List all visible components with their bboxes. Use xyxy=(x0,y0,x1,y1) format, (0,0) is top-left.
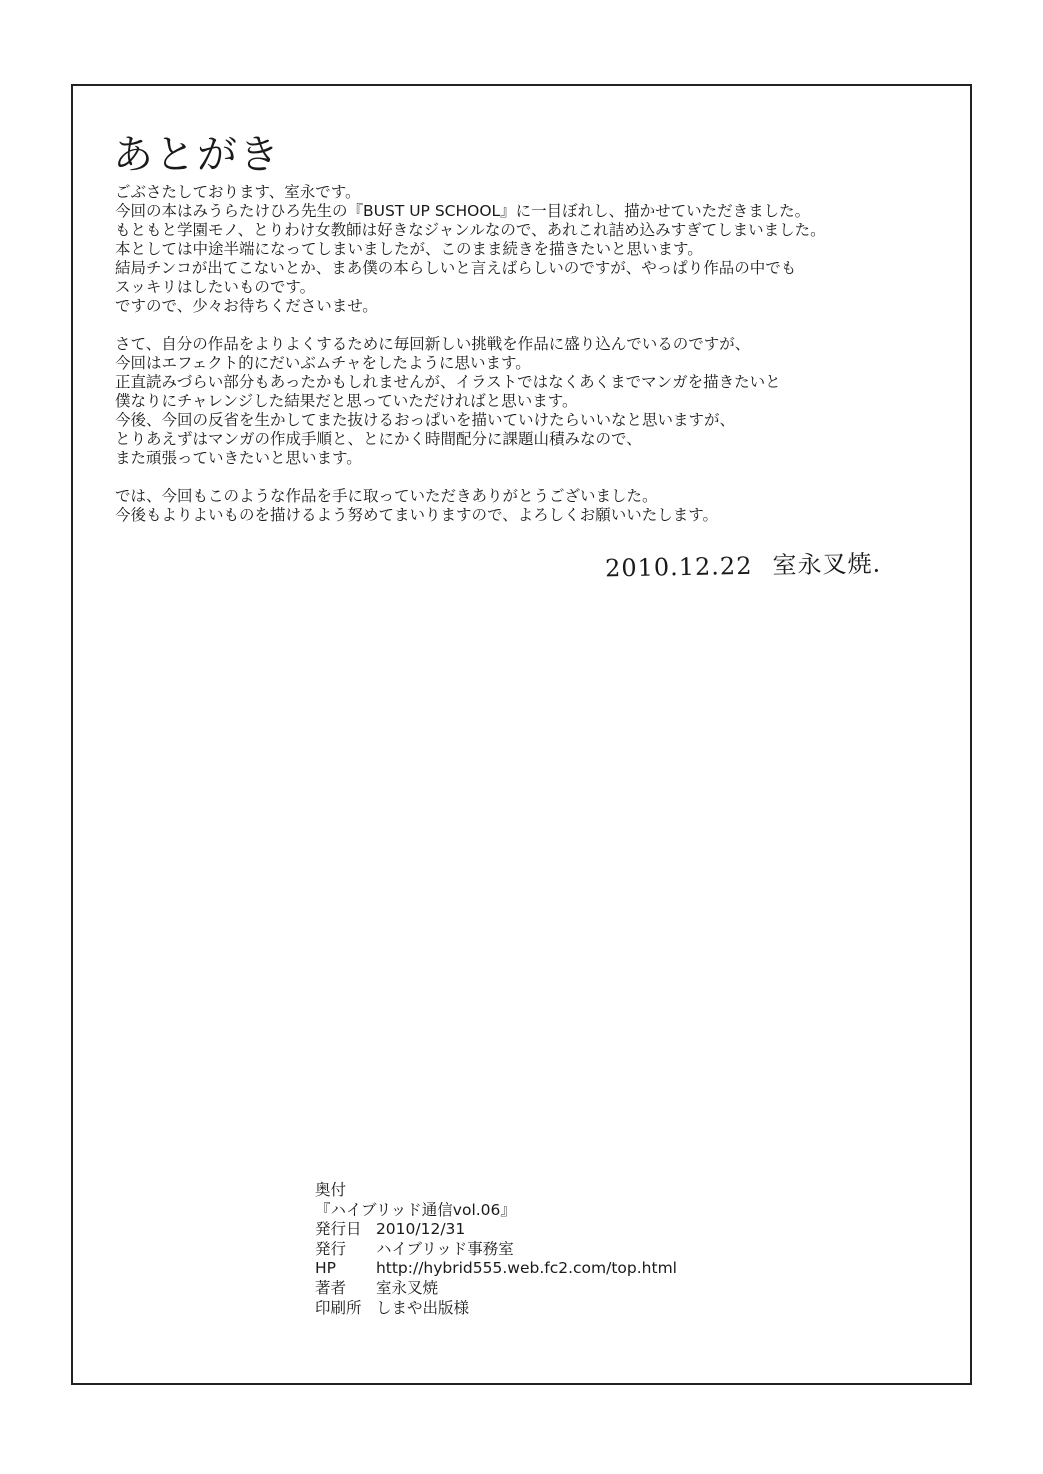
paragraph xyxy=(115,487,945,525)
colophon-row-homepage xyxy=(315,1259,677,1279)
colophon-row-publish-date xyxy=(315,1220,677,1240)
colophon-value: ハイブリッド事務室 xyxy=(375,1239,514,1258)
colophon-heading: 奥付 xyxy=(315,1181,347,1199)
text-line: また頑張っていきたいと思います。 xyxy=(115,449,362,467)
text-line: 正直読みづらい部分もあったかもしれませんが、イラストではなくあくまでマンガを描きたいと xyxy=(115,373,781,391)
colophon-label: 発行 xyxy=(315,1239,347,1258)
text-line: ごぶさたしております、室永です。 xyxy=(115,183,361,201)
text-line: 今後もよりよいものを描けるよう努めてまいりますので、よろしくお願いいたします。 xyxy=(115,506,718,524)
colophon-value: 室永叉焼 xyxy=(375,1278,438,1297)
paragraph xyxy=(115,183,945,316)
text-line: スッキリはしたいものです。 xyxy=(115,278,316,296)
signature-date: 2010.12.22 xyxy=(604,551,753,583)
colophon-row-author xyxy=(315,1279,677,1299)
text-line: 本としては中途半端になってしまいましたが、このまま続きを描きたいと思います。 xyxy=(115,240,703,258)
colophon-label: 印刷所 xyxy=(315,1298,362,1317)
colophon-work-title: 『ハイブリッド通信vol.06』 xyxy=(315,1200,516,1219)
text-line: 今回の本はみうらたけひろ先生の『BUST UP SCHOOL』に一目ぼれし、描かせていただきました。 xyxy=(115,202,811,220)
text-line: さて、自分の作品をよりよくするために毎回新しい挑戦を作品に盛り込んでいるのですが、 xyxy=(115,335,751,353)
text-line: 今回はエフェクト的にだいぶムチャをしたように思います。 xyxy=(115,354,531,372)
colophon-value: 2010/12/31 xyxy=(375,1220,466,1239)
text-line: 結局チンコが出てこないとか、まあ僕の本らしいと言えばらしいのですが、やっぱり作品の中でも xyxy=(115,259,797,277)
colophon-value: しまや出版様 xyxy=(375,1298,469,1317)
text-line: 今後、今回の反省を生かしてまた抜けるおっぱいを描いていけたらいいなと思いますが、 xyxy=(115,411,736,429)
signature-author: 室永叉焼. xyxy=(772,549,882,580)
colophon-row-publisher xyxy=(315,1240,677,1260)
text-line: もともと学園モノ、とりわけ女教師は好きなジャンルなので、あれこれ詰め込みすぎてしまいました。 xyxy=(115,221,826,239)
handwritten-signature xyxy=(605,544,882,584)
colophon-homepage-url: http://hybrid555.web.fc2.com/top.html xyxy=(375,1259,677,1278)
colophon-label: 発行日 xyxy=(315,1220,362,1239)
text-line: では、今回もこのような作品を手に取っていただきありがとうございました。 xyxy=(115,487,658,505)
colophon-label: HP xyxy=(315,1259,337,1278)
colophon-label: 著者 xyxy=(315,1278,347,1297)
afterword-body xyxy=(115,183,945,544)
colophon-row-printer xyxy=(315,1299,677,1319)
colophon xyxy=(315,1181,677,1318)
paragraph xyxy=(115,335,945,468)
text-line: ですので、少々お待ちくださいませ。 xyxy=(115,297,378,315)
text-line: とりあえずはマンガの作成手順と、とにかく時間配分に課題山積みなので、 xyxy=(115,430,642,448)
text-line: 僕なりにチャレンジした結果だと思っていただければと思います。 xyxy=(115,392,578,410)
afterword-title: あとがき xyxy=(113,132,281,178)
